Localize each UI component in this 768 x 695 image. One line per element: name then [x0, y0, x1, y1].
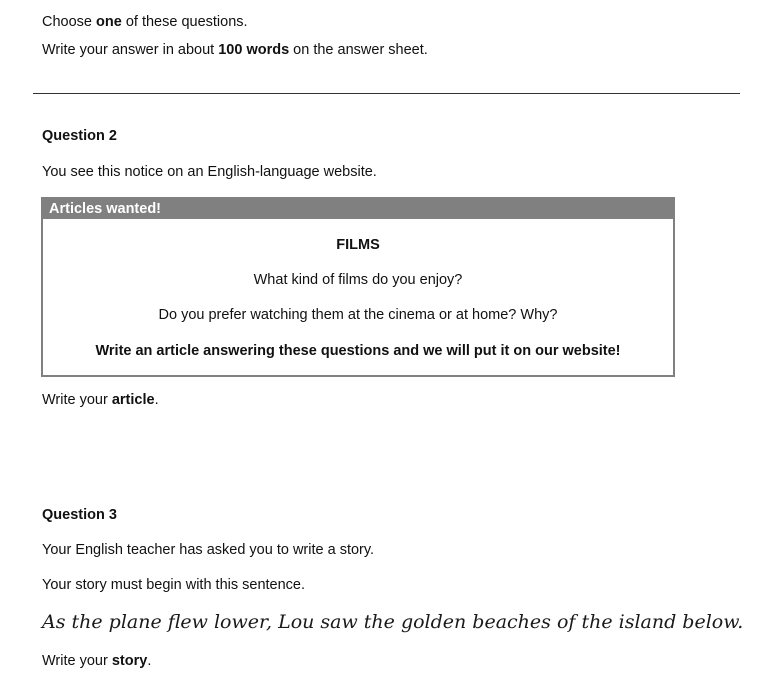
instruction-text: Choose	[42, 14, 97, 30]
notice-call-to-action: Write an article answering these questions and we will put it on our website!	[95, 343, 621, 359]
question-3-title: Question 3	[42, 507, 117, 523]
question-2-intro: You see this notice on an English-language website.	[42, 164, 377, 180]
question-2-title: Question 2	[42, 128, 117, 144]
notice-topic: FILMS	[336, 237, 380, 253]
task-emphasis: article	[111, 392, 155, 408]
instruction-emphasis: 100 words	[218, 42, 290, 58]
instruction-text: Write your answer in about	[42, 42, 219, 58]
question-3-instruction: Your story must begin with this sentence.	[42, 577, 306, 593]
task-text: .	[147, 653, 152, 669]
task-emphasis: story	[111, 653, 148, 669]
instruction-word-count	[42, 42, 428, 58]
section-divider	[33, 93, 740, 94]
question-3-task	[42, 653, 151, 669]
question-2-task	[42, 392, 159, 408]
notice-question-2: Do you prefer watching them at the cinema or at home? Why?	[158, 307, 558, 323]
story-opening-sentence: As the plane flew lower, Lou saw the golden beaches of the island below.	[42, 611, 744, 633]
notice-header: Articles wanted!	[43, 199, 673, 219]
task-text: .	[154, 392, 159, 408]
instruction-text: on the answer sheet.	[289, 42, 428, 58]
question-3-intro: Your English teacher has asked you to write a story.	[42, 542, 375, 558]
notice-box	[41, 197, 675, 377]
task-text: Write your	[42, 653, 112, 669]
notice-question-1: What kind of films do you enjoy?	[253, 272, 463, 288]
instruction-emphasis: one	[96, 14, 122, 30]
instruction-text: of these questions.	[121, 14, 248, 30]
task-text: Write your	[42, 392, 112, 408]
instruction-choose-one	[42, 14, 248, 30]
